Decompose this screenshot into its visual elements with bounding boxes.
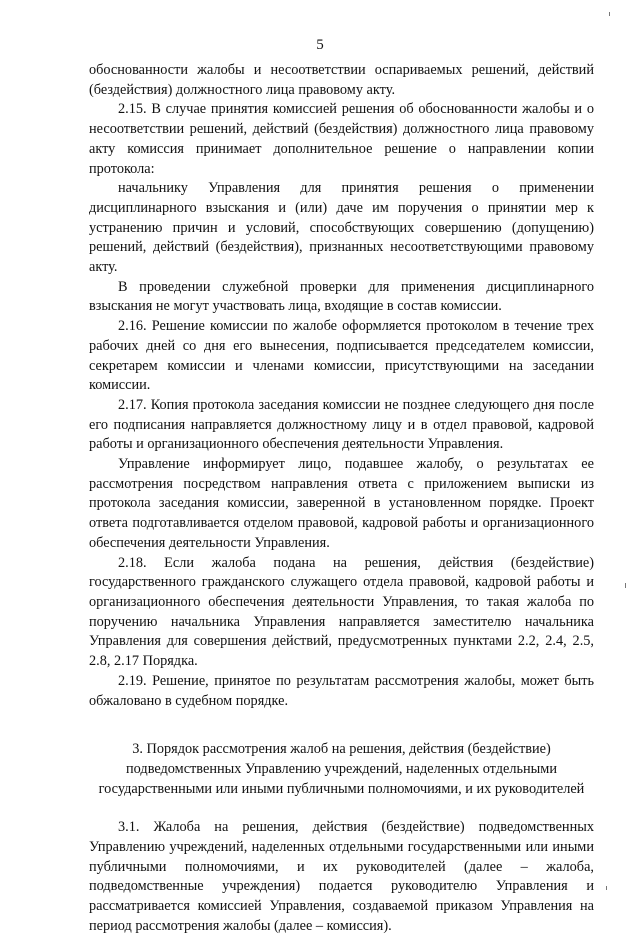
scan-mark xyxy=(625,583,626,588)
paragraph-2-16: 2.16. Решение комиссии по жалобе оформляется протоколом в течение трех рабочих дней со дня его вынесения, подписывается председателем комиссии, секретарем комиссии и членами комиссии, присутствующими на заседании комиссии. xyxy=(89,318,594,394)
paragraph-2-19: 2.19. Решение, принятое по результатам рассмотрения жалобы, может быть обжаловано в судебном порядке. xyxy=(89,672,594,709)
section-title: 3. Порядок рассмотрения жалоб на решения, действия (бездействие) подведомственных Управлению учреждений, наделенных отдельными государственными или иными публичными полномочиями, и их руководителей xyxy=(98,741,585,797)
paragraph-2-17: 2.17. Копия протокола заседания комиссии не позднее следующего дня после его подписания направляется должностному лицу и в отдел правовой, кадровой работы и организационного обеспечения деятельности Управления. xyxy=(89,396,594,453)
paragraph-2-15-recipient: начальнику Управления для принятия решения о применении дисциплинарного взыскания и (или) даче им поручения о принятии мер к устранению причин и условий, способствующих совершению (допущению) решений, действий (бездействия), признанных несоответствующими правовому акту. xyxy=(89,180,594,276)
paragraph-2-18: 2.18. Если жалоба подана на решения, действия (бездействие) государственного гражданского служащего отдела правовой, кадровой работы и организационного обеспечения деятельности Управления, то такая жалоба по поручению начальника Управления направляется заместителю начальника Управления для совершения действий, предусмотренных пунктами 2.2, 2.4, 2.5, 2.8, 2.17 Порядка. xyxy=(89,554,594,670)
document-body xyxy=(89,61,594,937)
paragraph-continuation: обоснованности жалобы и несоответствии оспариваемых решений, действий (бездействия) должностного лица правовому акту. xyxy=(89,62,594,98)
page-number: 5 xyxy=(316,37,324,53)
scan-mark xyxy=(606,886,607,890)
paragraph-3-1: 3.1. Жалоба на решения, действия (бездействие) подведомственных Управлению учреждений, наделенных отдельными государственными или иными публичными полномочиями, и их руководителей (далее – жалоба, подведомственные учреждения) подается руководителю Управления и рассматривается комиссией Управления, создаваемой приказом Управления на период рассмотрения жалобы (далее – комиссия). xyxy=(89,819,594,934)
paragraph-2-15: 2.15. В случае принятия комиссией решения об обоснованности жалобы и о несоответствии решений, действий (бездействия) должностного лица правовому акту комиссия принимает дополнительное решение о направлении копии протокола: xyxy=(89,101,594,177)
scan-mark xyxy=(609,12,610,16)
paragraph-2-17-inform: Управление информирует лицо, подавшее жалобу, о результатах ее рассмотрения посредством направления ответа с приложением выписки из протокола заседания комиссии, заверенной в установленном порядке. Проект ответа подготавливается отделом правовой, кадровой работы и организационного обеспечения деятельности Управления. xyxy=(89,456,594,551)
paragraph-2-15-audit: В проведении служебной проверки для применения дисциплинарного взыскания не могут участвовать лица, входящие в состав комиссии. xyxy=(89,278,594,315)
